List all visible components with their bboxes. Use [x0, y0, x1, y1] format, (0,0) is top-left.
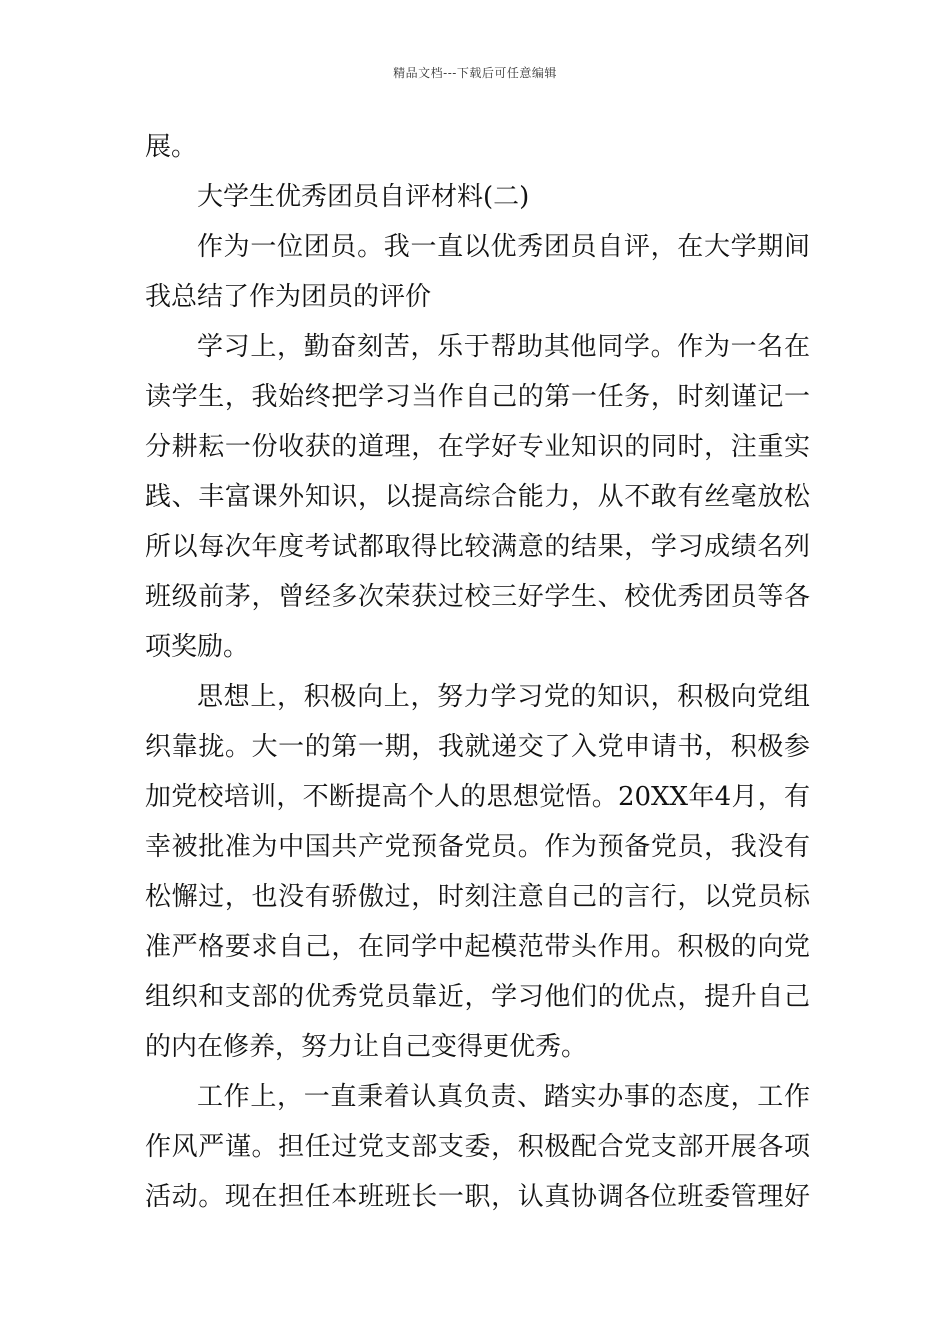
text-line: 思想上，积极向上，努力学习党的知识，积极向党组: [197, 682, 810, 712]
text-line: 幸被批准为中国共产党预备党员。作为预备党员，我没有: [145, 832, 810, 862]
text-line: 践、丰富课外知识，以提高综合能力，从不敢有丝毫放松: [145, 482, 810, 512]
section-title: 大学生优秀团员自评材料(二): [197, 182, 530, 212]
text-line: 分耕耘一份收获的道理，在学好专业知识的同时，注重实: [145, 432, 810, 462]
text-line: 展。: [145, 132, 198, 162]
text-line: 项奖励。: [145, 632, 250, 662]
text-line: 作为一位团员。我一直以优秀团员自评，在大学期间: [197, 232, 810, 262]
text-line: 学习上，勤奋刻苦，乐于帮助其他同学。作为一名在: [197, 332, 810, 362]
text-line: 工作上，一直秉着认真负责、踏实办事的态度，工作: [197, 1082, 810, 1112]
page-header: 精品文档---下载后可任意编辑: [393, 66, 557, 80]
text-line: 班级前茅，曾经多次荣获过校三好学生、校优秀团员等各: [145, 582, 810, 612]
text-line: 加党校培训，不断提高个人的思想觉悟。20XX年4月，有: [145, 782, 810, 812]
text-line: 活动。现在担任本班班长一职，认真协调各位班委管理好: [145, 1182, 810, 1212]
text-line: 我总结了作为团员的评价: [145, 282, 432, 312]
text-line: 准严格要求自己，在同学中起模范带头作用。积极的向党: [145, 932, 810, 962]
text-line: 所以每次年度考试都取得比较满意的结果，学习成绩名列: [145, 532, 810, 562]
text-line: 松懈过，也没有骄傲过，时刻注意自己的言行，以党员标: [145, 882, 810, 912]
document-body: [145, 122, 810, 1222]
text-line: 作风严谨。担任过党支部支委，积极配合党支部开展各项: [145, 1132, 810, 1162]
text-line: 读学生，我始终把学习当作自己的第一任务，时刻谨记一: [145, 382, 810, 412]
text-line: 的内在修养，努力让自己变得更优秀。: [145, 1032, 588, 1062]
text-line: 组织和支部的优秀党员靠近，学习他们的优点，提升自己: [145, 982, 810, 1012]
text-line: 织靠拢。大一的第一期，我就递交了入党申请书，积极参: [145, 732, 810, 762]
